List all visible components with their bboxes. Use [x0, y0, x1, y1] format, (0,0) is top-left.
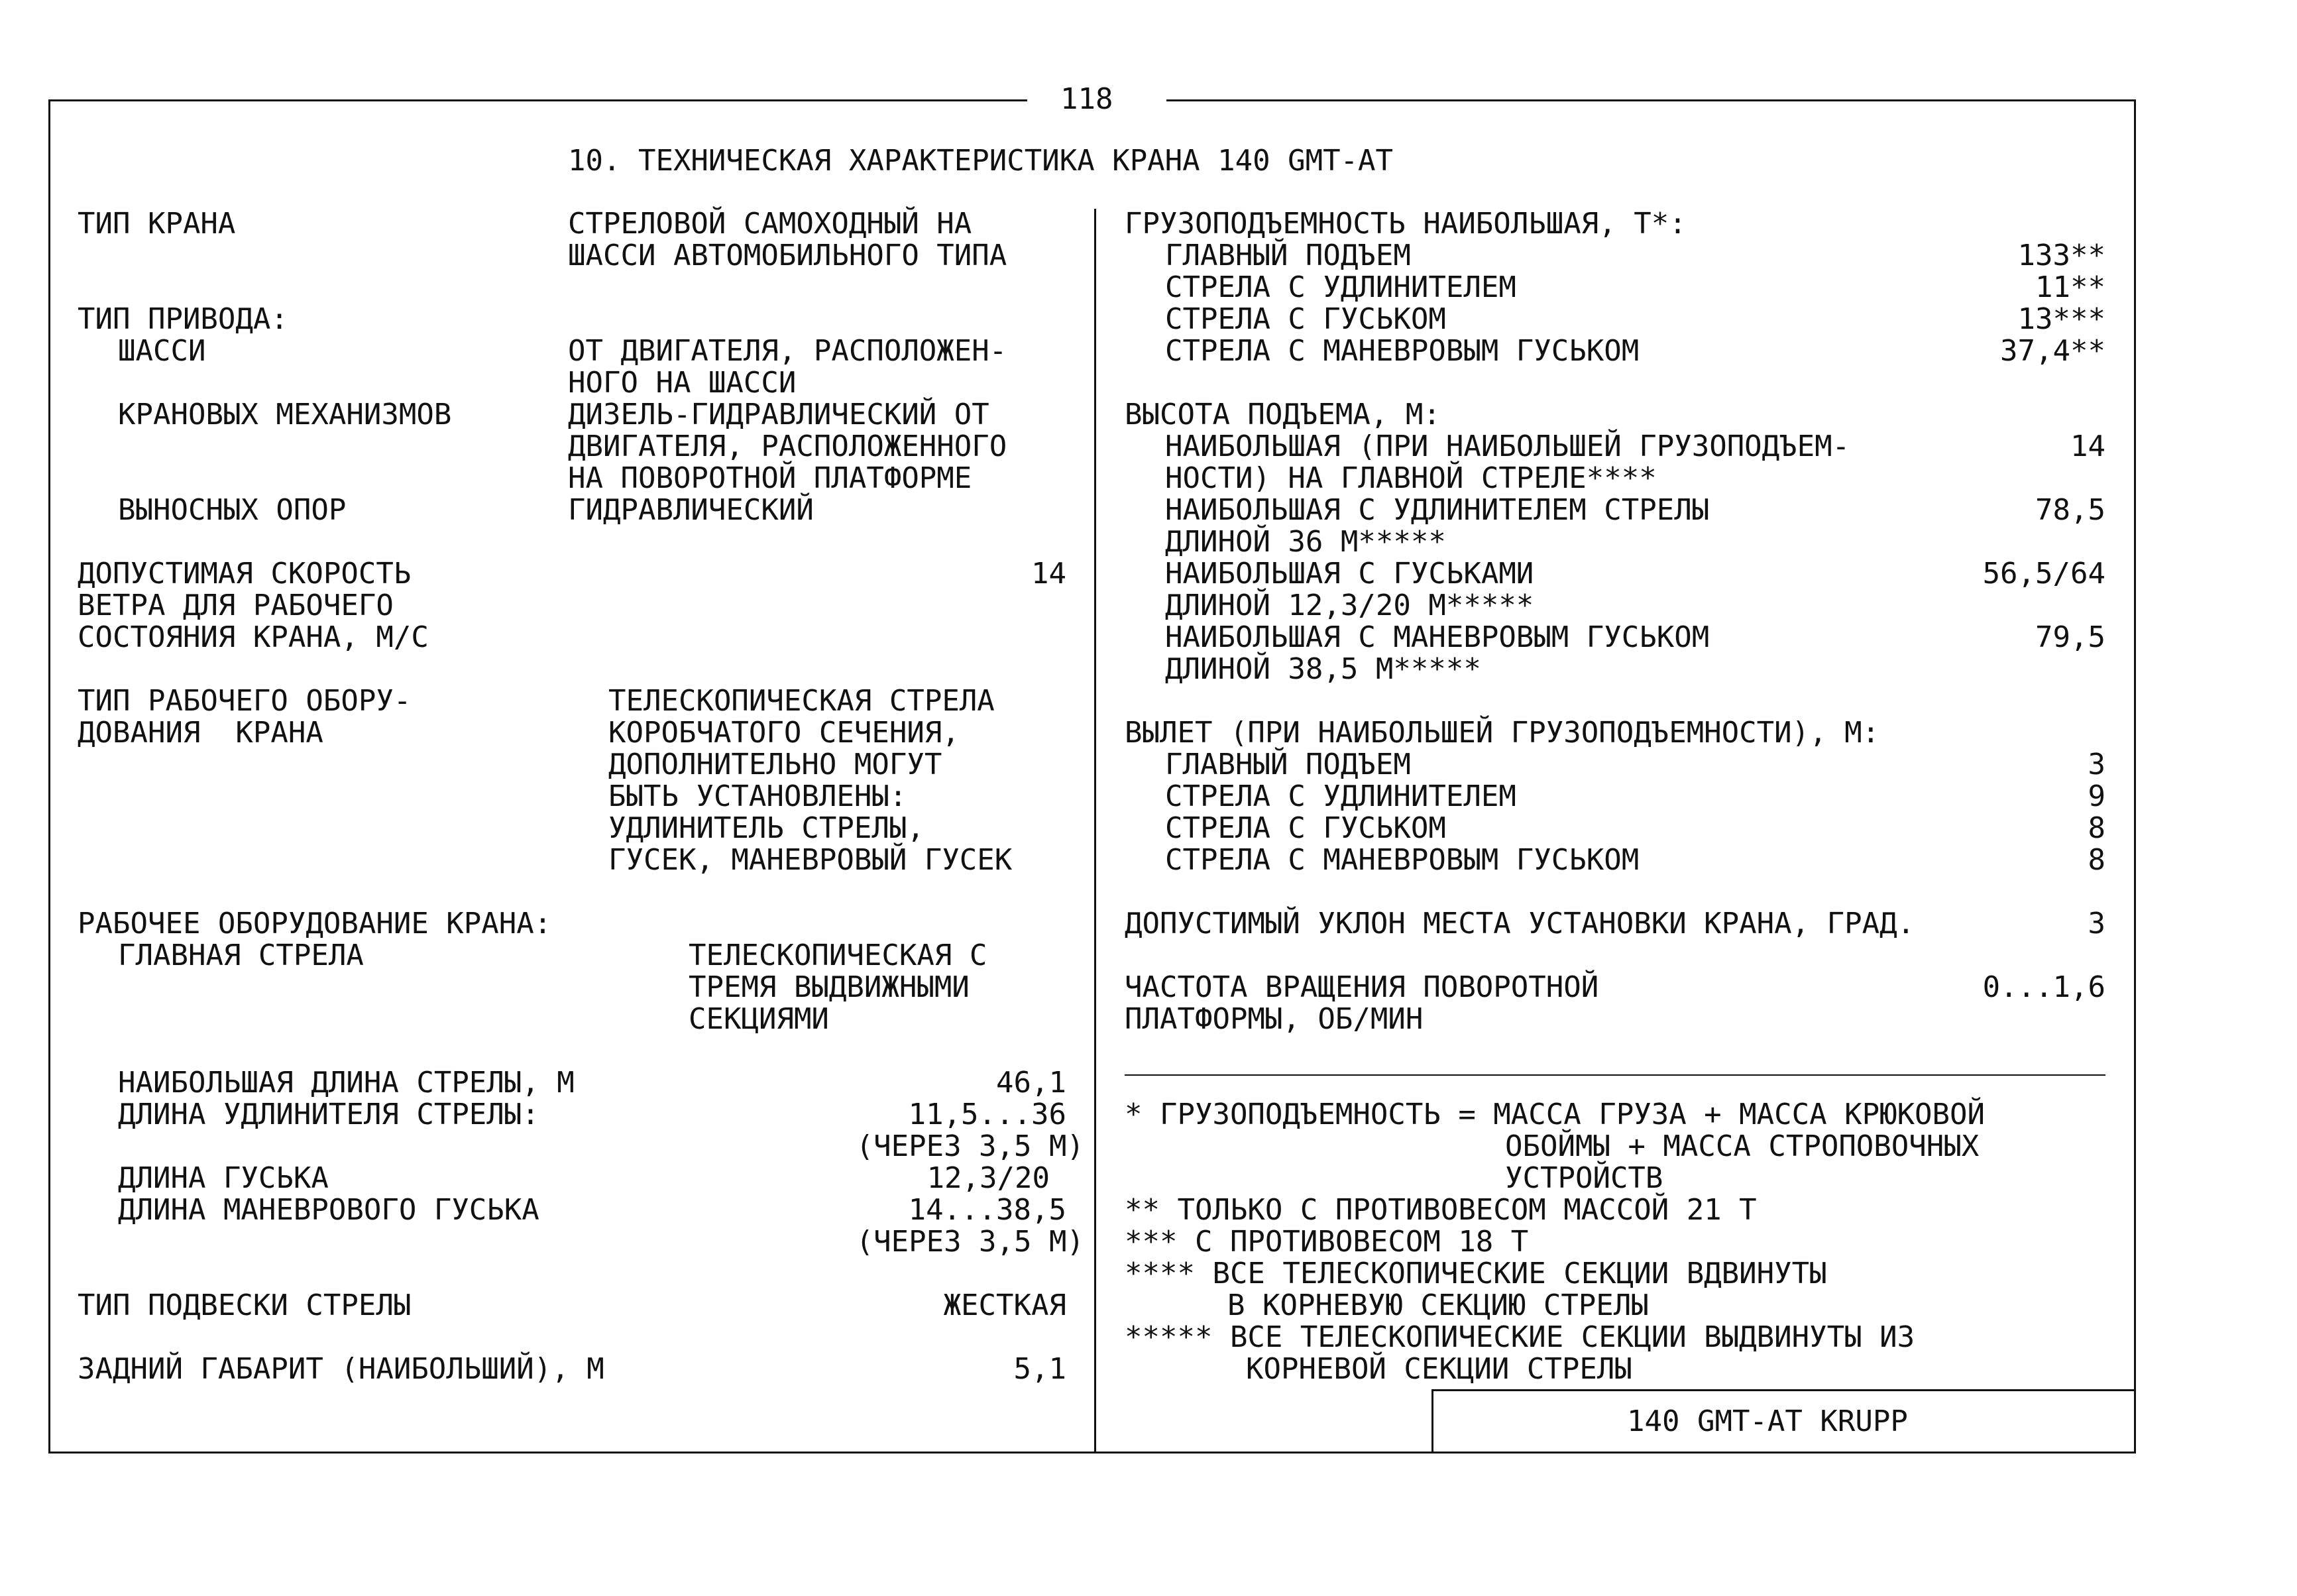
reach-row-value: 8	[2088, 843, 2105, 877]
luffing-jib-length-value: 14...38,5	[908, 1193, 1066, 1227]
height-row-line2: НОСТИ) НА ГЛАВНОЙ СТРЕЛЕ****	[1165, 461, 1657, 495]
tail-label: ЗАДНИЙ ГАБАРИТ (НАИБОЛЬШИЙ), М	[78, 1352, 604, 1386]
equipment-type-value-4: БЫТЬ УСТАНОВЛЕНЫ:	[608, 779, 907, 813]
reach-row-label: СТРЕЛА С ГУСЬКОМ	[1165, 811, 1446, 845]
tail-value: 5,1	[1013, 1352, 1066, 1386]
extension-length-note: (ЧЕРЕЗ 3,5 М)	[856, 1129, 1084, 1163]
jib-length-value: 12,3/20	[926, 1161, 1050, 1195]
extension-length-label: ДЛИНА УДЛИНИТЕЛЯ СТРЕЛЫ:	[118, 1098, 539, 1131]
main-boom-value-3: СЕКЦИЯМИ	[689, 1002, 829, 1036]
crane-type-value-2: ШАССИ АВТОМОБИЛЬНОГО ТИПА	[568, 239, 1007, 272]
chassis-value-2: НОГО НА ШАССИ	[568, 366, 797, 400]
page-number: 118	[1060, 82, 1113, 116]
equipment-type-value-1: ТЕЛЕСКОПИЧЕСКАЯ СТРЕЛА	[608, 684, 995, 718]
equipment-type-value-3: ДОПОЛНИТЕЛЬНО МОГУТ	[608, 748, 942, 781]
height-row-value: 56,5/64	[1982, 557, 2105, 591]
model-box-left	[1431, 1389, 1433, 1453]
rotation-label-1: ЧАСТОТА ВРАЩЕНИЯ ПОВОРОТНОЙ	[1125, 970, 1599, 1004]
reach-row-value: 8	[2088, 811, 2105, 845]
luffing-jib-length-label: ДЛИНА МАНЕВРОВОГО ГУСЬКА	[118, 1193, 539, 1227]
height-row-value: 79,5	[2035, 620, 2105, 654]
luffing-jib-length-note: (ЧЕРЕЗ 3,5 М)	[856, 1225, 1084, 1259]
model-box-top	[1431, 1389, 2136, 1391]
height-label: ВЫСОТА ПОДЪЕМА, М:	[1125, 398, 1441, 431]
extension-length-value: 11,5...36	[908, 1098, 1066, 1131]
suspension-label: ТИП ПОДВЕСКИ СТРЕЛЫ	[78, 1288, 412, 1322]
footnote-5-line-1: ***** ВСЕ ТЕЛЕСКОПИЧЕСКИЕ СЕКЦИИ ВЫДВИНУТЫ ИЗ	[1125, 1320, 1915, 1354]
slope-label: ДОПУСТИМЫЙ УКЛОН МЕСТА УСТАНОВКИ КРАНА, ГРАД.	[1125, 907, 1915, 940]
height-row-line1: НАИБОЛЬШАЯ С УДЛИНИТЕЛЕМ СТРЕЛЫ	[1165, 493, 1710, 527]
jib-length-label: ДЛИНА ГУСЬКА	[118, 1161, 329, 1195]
footnote-1-line-1: * ГРУЗОПОДЪЕМНОСТЬ = МАССА ГРУЗА + МАССА КРЮКОВОЙ	[1125, 1098, 1986, 1131]
height-row-line2: ДЛИНОЙ 12,3/20 М*****	[1165, 589, 1534, 622]
frame-bottom	[48, 1452, 2136, 1454]
outriggers-value: ГИДРАВЛИЧЕСКИЙ	[568, 493, 814, 527]
wind-label-3: СОСТОЯНИЯ КРАНА, М/С	[78, 620, 429, 654]
rotation-value: 0...1,6	[1982, 970, 2105, 1004]
max-boom-length-label: НАИБОЛЬШАЯ ДЛИНА СТРЕЛЫ, М	[118, 1066, 575, 1100]
frame-top-left	[50, 99, 1027, 101]
footnote-1-line-2: ОБОЙМЫ + МАССА СТРОПОВОЧНЫХ	[1505, 1129, 1980, 1163]
slope-value: 3	[2088, 907, 2105, 940]
footnote-3: *** С ПРОТИВОВЕСОМ 18 Т	[1125, 1225, 1529, 1259]
page-title: 10. ТЕХНИЧЕСКАЯ ХАРАКТЕРИСТИКА КРАНА 140 GMT-AT	[568, 144, 1394, 178]
footnote-4-line-2: В КОРНЕВУЮ СЕКЦИЮ СТРЕЛЫ	[1227, 1288, 1649, 1322]
rotation-label-2: ПЛАТФОРМЫ, ОБ/МИН	[1125, 1002, 1424, 1036]
capacity-row-label: СТРЕЛА С ГУСЬКОМ	[1165, 302, 1446, 336]
chassis-value-1: ОТ ДВИГАТЕЛЯ, РАСПОЛОЖЕН-	[568, 334, 1007, 368]
height-row-value: 14	[2070, 429, 2105, 463]
reach-label: ВЫЛЕТ (ПРИ НАИБОЛЬШЕЙ ГРУЗОПОДЪЕМНОСТИ), М:	[1125, 716, 1880, 750]
equipment-type-value-5: УДЛИНИТЕЛЬ СТРЕЛЫ,	[608, 811, 924, 845]
height-row-line1: НАИБОЛЬШАЯ С ГУСЬКАМИ	[1165, 557, 1534, 591]
drive-label: ТИП ПРИВОДА:	[78, 302, 288, 336]
capacity-row-value: 133**	[2017, 239, 2105, 272]
max-boom-length-value: 46,1	[996, 1066, 1066, 1100]
equipment-type-value-2: КОРОБЧАТОГО СЕЧЕНИЯ,	[608, 716, 960, 750]
capacity-row-label: ГЛАВНЫЙ ПОДЪЕМ	[1165, 239, 1411, 272]
capacity-row-label: СТРЕЛА С УДЛИНИТЕЛЕМ	[1165, 270, 1516, 304]
frame-left	[48, 99, 50, 1453]
column-divider	[1094, 209, 1096, 1453]
reach-row-value: 3	[2088, 748, 2105, 781]
main-boom-label: ГЛАВНАЯ СТРЕЛА	[118, 939, 364, 972]
outriggers-label: ВЫНОСНЫХ ОПОР	[118, 493, 347, 527]
crane-mech-value-3: НА ПОВОРОТНОЙ ПЛАТФОРМЕ	[568, 461, 972, 495]
footnote-separator	[1125, 1074, 2105, 1076]
wind-label-2: ВЕТРА ДЛЯ РАБОЧЕГО	[78, 589, 394, 622]
crane-type-label: ТИП КРАНА	[78, 207, 236, 241]
footnote-4-line-1: **** ВСЕ ТЕЛЕСКОПИЧЕСКИЕ СЕКЦИИ ВДВИНУТЫ	[1125, 1257, 1827, 1290]
crane-mech-value-1: ДИЗЕЛЬ-ГИДРАВЛИЧЕСКИЙ ОТ	[568, 398, 989, 431]
crane-type-value-1: СТРЕЛОВОЙ САМОХОДНЫЙ НА	[568, 207, 972, 241]
frame-top-right	[1166, 99, 2136, 101]
reach-row-label: СТРЕЛА С УДЛИНИТЕЛЕМ	[1165, 779, 1516, 813]
capacity-label: ГРУЗОПОДЪЕМНОСТЬ НАИБОЛЬШАЯ, Т*:	[1125, 207, 1687, 241]
main-boom-value-1: ТЕЛЕСКОПИЧЕСКАЯ С	[689, 939, 987, 972]
reach-row-label: ГЛАВНЫЙ ПОДЪЕМ	[1165, 748, 1411, 781]
main-boom-value-2: ТРЕМЯ ВЫДВИЖНЫМИ	[689, 970, 970, 1004]
height-row-line2: ДЛИНОЙ 36 М*****	[1165, 525, 1446, 559]
wind-value: 14	[1031, 557, 1066, 591]
equipment-label: РАБОЧЕЕ ОБОРУДОВАНИЕ КРАНА:	[78, 907, 552, 940]
height-row-line1: НАИБОЛЬШАЯ С МАНЕВРОВЫМ ГУСЬКОМ	[1165, 620, 1710, 654]
equipment-type-value-6: ГУСЕК, МАНЕВРОВЫЙ ГУСЕК	[608, 843, 1013, 877]
footnote-1-line-3: УСТРОЙСТВ	[1505, 1161, 1663, 1195]
frame-right	[2134, 99, 2136, 1453]
height-row-value: 78,5	[2035, 493, 2105, 527]
footnote-5-line-2: КОРНЕВОЙ СЕКЦИИ СТРЕЛЫ	[1246, 1352, 1632, 1386]
suspension-value: ЖЕСТКАЯ	[943, 1288, 1066, 1322]
chassis-label: ШАССИ	[118, 334, 206, 368]
height-row-line1: НАИБОЛЬШАЯ (ПРИ НАИБОЛЬШЕЙ ГРУЗОПОДЪЕМ-	[1165, 429, 1850, 463]
capacity-row-value: 11**	[2035, 270, 2105, 304]
capacity-row-value: 37,4**	[2000, 334, 2105, 368]
footnote-2: ** ТОЛЬКО С ПРОТИВОВЕСОМ МАССОЙ 21 Т	[1125, 1193, 1757, 1227]
equipment-type-label-1: ТИП РАБОЧЕГО ОБОРУ-	[78, 684, 412, 718]
reach-row-label: СТРЕЛА С МАНЕВРОВЫМ ГУСЬКОМ	[1165, 843, 1640, 877]
equipment-type-label-2: ДОВАНИЯ КРАНА	[78, 716, 323, 750]
capacity-row-value: 13***	[2017, 302, 2105, 336]
crane-mech-value-2: ДВИГАТЕЛЯ, РАСПОЛОЖЕННОГО	[568, 429, 1007, 463]
reach-row-value: 9	[2088, 779, 2105, 813]
model-box-text: 140 GMT-AT KRUPP	[1627, 1404, 1908, 1438]
crane-mech-label: КРАНОВЫХ МЕХАНИЗМОВ	[118, 398, 452, 431]
capacity-row-label: СТРЕЛА С МАНЕВРОВЫМ ГУСЬКОМ	[1165, 334, 1640, 368]
height-row-line2: ДЛИНОЙ 38,5 М*****	[1165, 652, 1481, 686]
wind-label-1: ДОПУСТИМАЯ СКОРОСТЬ	[78, 557, 412, 591]
